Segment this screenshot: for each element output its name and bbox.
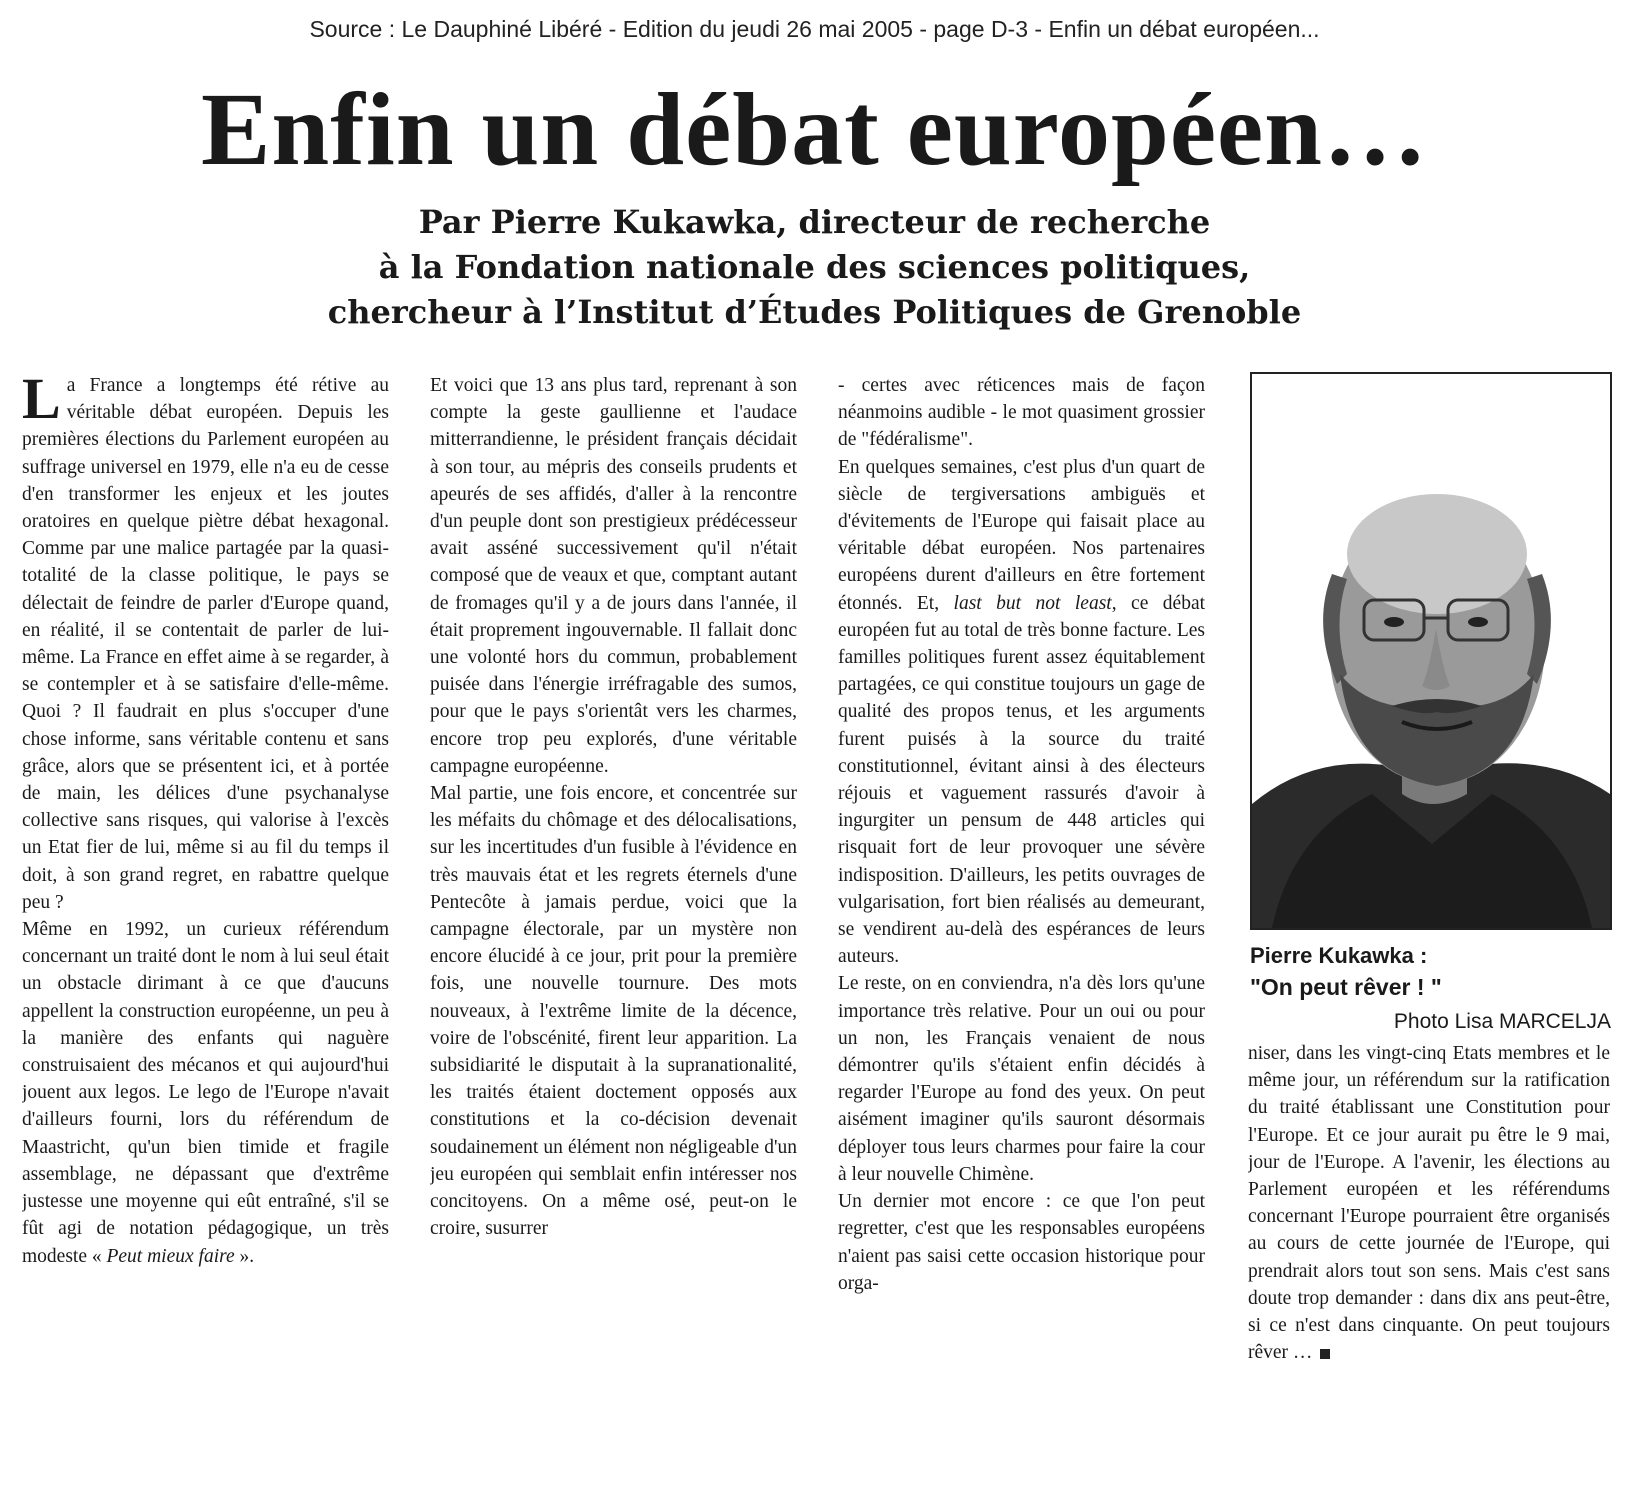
paragraph-2 [22,916,389,1270]
paragraph-7-continued [1248,1040,1610,1366]
paragraph-1 [22,372,389,916]
paragraph-2-text-b: ». [239,1245,255,1267]
author-photo [1250,372,1612,930]
paragraph-5-text-b: , ce débat européen fut au total de très bonne facture. Les familles politiques furent assez équitablement partagées, ce qui constitue toujours un gage de qualité des propos tenus, et les arguments furent puisés à la source du traité constitutionnel, évitant ainsi à des électeurs réjouis et vaguement rassurés d'avoir à ingurgiter un pensum de 448 articles qui risquait fort de leur provoquer une sévère indisposition. D'ailleurs, les petits ouvrages de vulgarisation, fort bien réalisés au demeurant, se vendirent au-delà des espérances de leurs auteurs. [838,592,1205,968]
paragraph-6: Le reste, on en conviendra, n'a dès lors qu'une importance très relative. Pour un oui ou pour un non, les Français venaient de nous démontrer qu'ils s'étaient enfin décidés à regarder l'Europe au fond des yeux. On peut aisément imaginer qu'ils sauront désormais déployer tous leurs charmes pour faire la cour à leur nouvelle Chimène. [838,973,1205,1185]
paragraph-5-italic: last but not least [953,592,1112,614]
article-column-3 [838,372,1205,1484]
paragraph-7: Un dernier mot encore : ce que l'on peut regretter, c'est que les responsables européens n'aient pas saisi cette occasion historique pour orga- [838,1191,1205,1294]
paragraph-2-italic: Peut mieux faire [106,1245,235,1267]
paragraph-2-text-a: Même en 1992, un curieux référendum concernant un traité dont le nom à lui seul était un obstacle dirimant à ce que d'aucuns appellent la construction européenne, un peu à la manière des enfants qui naguère construisaient des mécanos et qui aujourd'hui jouent aux legos. Le lego de l'Europe n'avait d'ailleurs fourni, lors du référendum de Maastricht, qu'un bien timide et fragile assemblage, ne dépassant que d'extrême justesse une moyenne qui eût entraîné, s'il se fût agi de notation pédagogique, un très modeste « [22,919,389,1267]
paragraph-4: Mal partie, une fois encore, et concentrée sur les méfaits du chômage et des délocalisations, sur les incertitudes d'un fusible à l'évidence en très mauvais état et les regrets éternels d'une Pentecôte à jamais perdue, voici que la campagne électorale, par un mystère non encore élucidé à ce jour, prit pour la première fois, une nouvelle tournure. Des mots nouveaux, à l'extrême limite de la décence, voire de l'obscénité, firent leur apparition. La subsidiarité le disputait à la supranationalité, les traités étaient doctement opposés aux constitutions et la co-décision devenait soudainement un élément non négligeable d'un jeu européen qui semblait enfin intéresser nos concitoyens. On a même osé, peut-on le croire, susurrer [430,783,797,1240]
headline: Enfin un débat européen… [200,72,1428,187]
paragraph-5 [838,454,1205,971]
byline [0,200,1629,335]
paragraph-4-continued: - certes avec réticences mais de façon néanmoins audible - le mot quasiment grossier de "fédéralisme". [838,375,1205,451]
dropcap: L [22,372,61,431]
paragraph-3: Et voici que 13 ans plus tard, reprenant à son compte la geste gaullienne et l'audace mitterrandienne, le président français décidait à son tour, au mépris des conseils prudents et apeurés de ses affidés, d'aller à la rencontre d'un peuple dont son prestigieux prédécesseur avait asséné successivement qu'il n'était composé que de veaux et que, comptant autant de fromages qu'il y a de jours dans l'année, il était proprement ingouvernable. Il fallait donc une volonté hors du commun, probablement puisée dans l'énergie irréfragable des sumos, pour que le pays s'orientât vers les charmes, encore trop peu explorés, d'une véritable campagne européenne. [430,375,797,777]
article-column-4 [1248,1040,1610,1440]
caption-name: Pierre Kukawka : [1250,943,1428,968]
paragraph-7-continued-text: niser, dans les vingt-cinq Etats membres et le même jour, un référendum sur la ratification du traité établissant une Constitution pour l'Europe. Et ce jour aurait pu être le 9 mai, jour de l'Europe. A l'avenir, les élections au Parlement européen et les référendums concernant l'Europe pourraient être organisés au cours de cette journée de l'Europe, qui prendrait alors tout son sens. Mais c'est sans doute trop demander : dans dix ans peut-être, si ce n'est dans cinquante. On peut toujours rêver … [1248,1043,1610,1364]
byline-line-2: à la Fondation nationale des sciences politiques, [378,248,1251,286]
byline-line-1: Par Pierre Kukawka, directeur de recherche [418,203,1211,241]
end-mark-icon [1320,1349,1330,1359]
article-column-2 [430,372,797,1484]
byline-line-3: chercheur à l’Institut d’Études Politiques de Grenoble [327,293,1302,331]
caption-quote: "On peut rêver ! " [1250,974,1442,1000]
source-line: Source : Le Dauphiné Libéré - Edition du jeudi 26 mai 2005 - page D-3 - Enfin un débat européen... [309,16,1320,42]
article-column-1 [22,372,389,1484]
photo-credit: Photo Lisa MARCELJA [1393,1010,1611,1033]
paragraph-1-text: a France a longtemps été rétive au véritable débat européen. Depuis les premières élections du Parlement européen au suffrage universel en 1979, elle n'a eu de cesse d'en transformer les enjeux et les joutes oratoires en quelque piètre débat hexagonal. Comme par une malice partagée par la quasi-totalité de la classe politique, le pays se délectait de feindre de parler d'Europe quand, en réalité, il se contentait de parler de lui-même. La France en effet aime à se regarder, à se contempler et à se satisfaire d'elle-même. Quoi ? Il faudrait en plus s'occuper d'une chose informe, sans véritable contenu et sans grâce, alors que se présentent ici, et à portée de main, les délices d'une psychanalyse collective sans risques, qui valorise à l'excès un Etat fier de lui, même si au fil du temps il doit, à son grand regret, en rabattre quelque peu ? [22,375,389,913]
paragraph-5-text-a: En quelques semaines, c'est plus d'un quart de siècle de tergiversations ambiguës et d'évitements de l'Europe qui faisait place au véritable débat européen. Nos partenaires européens durent d'ailleurs en être fortement étonnés. Et, [838,456,1205,614]
author-portrait-illustration [1252,374,1610,928]
